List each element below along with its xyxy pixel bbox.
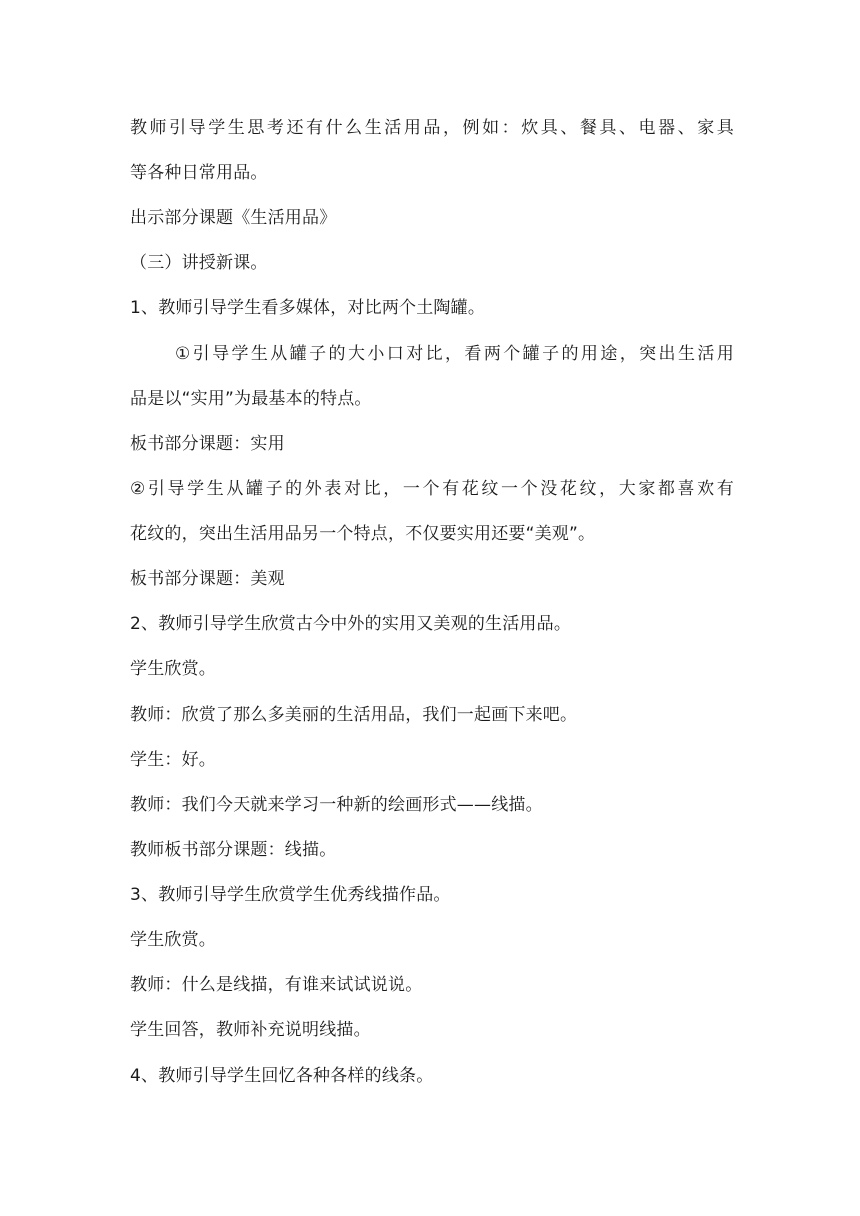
paragraph-line: 教师板书部分课题：线描。 [130, 840, 337, 860]
paragraph-line: 等各种日常用品。 [130, 163, 268, 183]
paragraph-line: 学生欣赏。 [130, 659, 216, 679]
paragraph-line: 板书部分课题：实用 [130, 434, 285, 454]
paragraph-line: 出示部分课题《生活用品》 [130, 208, 337, 228]
paragraph-line: 教师：什么是线描，有谁来试试说说。 [130, 975, 423, 995]
paragraph-line: ②引导学生从罐子的外表对比，一个有花纹一个没花纹，大家都喜欢有 [130, 479, 734, 499]
paragraph-line: 学生：好。 [130, 750, 216, 770]
paragraph-line: 2、教师引导学生欣赏古今中外的实用又美观的生活用品。 [130, 614, 572, 634]
paragraph-line: 4、教师引导学生回忆各种各样的线条。 [130, 1066, 434, 1086]
paragraph-line: 花纹的，突出生活用品另一个特点，不仅要实用还要“美观”。 [130, 524, 596, 544]
paragraph-line: 学生回答，教师补充说明线描。 [130, 1020, 371, 1040]
paragraph-line: 3、教师引导学生欣赏学生优秀线描作品。 [130, 885, 451, 905]
paragraph-line: ①引导学生从罐子的大小口对比，看两个罐子的用途，突出生活用 [175, 344, 734, 364]
paragraph-line: 教师：欣赏了那么多美丽的生活用品，我们一起画下来吧。 [130, 705, 578, 725]
paragraph-line: 品是以“实用”为最基本的特点。 [130, 389, 372, 409]
paragraph-line: 教师引导学生思考还有什么生活用品，例如：炊具、餐具、电器、家具 [130, 118, 734, 138]
paragraph-line: 教师：我们今天就来学习一种新的绘画形式——线描。 [130, 795, 543, 815]
section-heading: （三）讲授新课。 [130, 253, 268, 273]
paragraph-line: 板书部分课题：美观 [130, 569, 285, 589]
paragraph-line: 1、教师引导学生看多媒体，对比两个土陶罐。 [130, 298, 486, 318]
paragraph-line: 学生欣赏。 [130, 930, 216, 950]
